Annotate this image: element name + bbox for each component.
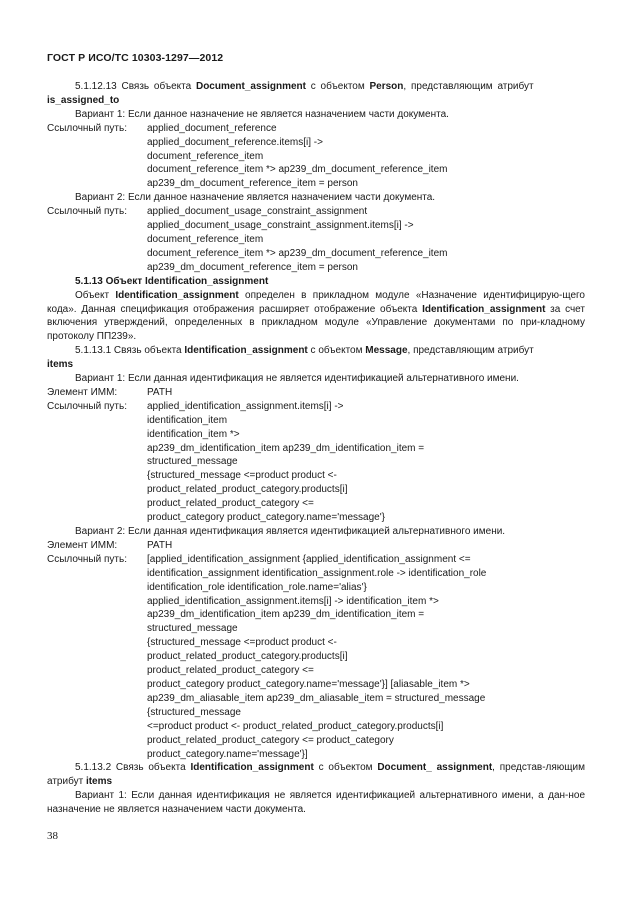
heading-text: , представ-ляющим атрибут bbox=[47, 762, 585, 788]
path-line: document_reference_item *> ap239_dm_document_reference_item bbox=[147, 164, 448, 176]
path-line: document_reference_item bbox=[147, 150, 264, 162]
entity-name: Identification_assignment bbox=[115, 289, 239, 301]
section-paragraph bbox=[47, 289, 585, 345]
attribute-name: is_assigned_to bbox=[47, 94, 120, 106]
variant-text: Вариант 1: Если данная идентификация не является идентификацией альтернативного имени. bbox=[75, 373, 519, 385]
path-line: {structured_message bbox=[147, 706, 241, 718]
path-line: applied_document_reference.items[i] -> bbox=[147, 136, 323, 148]
entity-name: Document_assignment bbox=[195, 81, 306, 92]
section-heading bbox=[47, 275, 585, 289]
entity-name: Identification_assignment bbox=[190, 762, 314, 774]
entity-name: Message bbox=[365, 345, 408, 357]
path-line: identification_assignment identification_assignment.role -> identification_role bbox=[147, 567, 487, 579]
attribute-name: items bbox=[47, 359, 74, 371]
path-line: {structured_message <=product product <- bbox=[147, 637, 337, 649]
reference-path-label: Ссылочный путь: bbox=[47, 206, 127, 218]
path-line: ap239_dm_identification_item ap239_dm_identification_item = bbox=[147, 609, 425, 621]
reference-path-label: Ссылочный путь: bbox=[47, 553, 127, 565]
entity-name: Identification_assignment bbox=[422, 303, 546, 315]
path-line: {structured_message <=product product <- bbox=[147, 470, 337, 482]
paragraph-text: за счет включения утверждений, определенных в прикладном модуле «Управление документами по при-кладному протоколу ПП239». bbox=[47, 303, 585, 343]
heading-text: , представляющим атрибут bbox=[403, 81, 534, 92]
page-content bbox=[47, 80, 585, 817]
heading-text: 5.1.12.13 Связь объекта bbox=[75, 81, 196, 92]
path-line: document_reference_item *> ap239_dm_document_reference_item bbox=[147, 247, 448, 259]
arm-element-label: Элемент ИММ: bbox=[47, 539, 118, 551]
path-line: <=product product <- product_related_product_category.products[i] bbox=[147, 720, 444, 732]
arm-element bbox=[47, 386, 585, 400]
heading-text: с объектом bbox=[313, 762, 378, 774]
section-heading bbox=[47, 344, 585, 372]
entity-name: Identification_assignment bbox=[184, 345, 308, 357]
arm-element-label: Элемент ИММ: bbox=[47, 386, 118, 398]
paragraph-text: Объект bbox=[75, 289, 116, 301]
section-heading bbox=[47, 80, 585, 108]
page-number: 38 bbox=[47, 830, 58, 842]
path-line: applied_document_reference bbox=[147, 122, 277, 134]
heading-text: 5.1.13.2 Связь объекта bbox=[75, 762, 191, 774]
path-line: identification_role identification_role.name='alias'} bbox=[147, 581, 367, 593]
reference-path bbox=[47, 205, 585, 219]
arm-element-value: PATH bbox=[147, 539, 173, 551]
path-line: product_category.name='message'}] bbox=[147, 748, 308, 760]
heading-text: с объектом bbox=[307, 345, 366, 357]
heading-number: 5.1.13 Объект bbox=[75, 275, 145, 287]
heading-text: с объектом bbox=[306, 81, 370, 92]
path-line: applied_document_usage_constraint_assignment.items[i] -> bbox=[147, 220, 414, 232]
path-line: product_related_product_category <= product_category bbox=[147, 734, 394, 746]
path-line: applied_document_usage_constraint_assignment bbox=[147, 206, 368, 218]
reference-path-label: Ссылочный путь: bbox=[47, 122, 127, 134]
path-line: structured_message bbox=[147, 623, 238, 635]
variant-text: Вариант 2: Если данное назначение является назначением части документа. bbox=[75, 192, 436, 204]
reference-path bbox=[47, 122, 585, 136]
path-line: structured_message bbox=[147, 456, 238, 468]
path-line: ap239_dm_identification_item ap239_dm_identification_item = bbox=[147, 442, 425, 454]
heading-text: , представляющим атрибут bbox=[407, 345, 534, 357]
path-line: product_category product_category.name='message'} bbox=[147, 512, 385, 524]
path-line: product_related_product_category.products[i] bbox=[147, 484, 348, 496]
path-line: applied_identification_assignment.items[i] -> identification_item *> bbox=[147, 595, 439, 607]
paragraph-text: определен в прикладном модуле «Назначение идентифицирую-щего кода». Данная спецификация отображения расширяет отображение объекта bbox=[47, 289, 585, 315]
path-line: applied_identification_assignment.items[i] -> bbox=[147, 400, 344, 412]
section-heading bbox=[47, 761, 585, 789]
path-line: [applied_identification_assignment {applied_identification_assignment <= bbox=[147, 553, 471, 565]
attribute-name: items bbox=[85, 776, 113, 788]
path-line: product_related_product_category.products[i] bbox=[147, 651, 348, 663]
reference-path bbox=[47, 400, 585, 414]
path-line: product_category product_category.name='message'}] [aliasable_item *> bbox=[147, 678, 470, 690]
arm-element-value: PATH bbox=[147, 386, 173, 398]
variant-text: Вариант 2: Если данная идентификация является идентификацией альтернативного имени. bbox=[75, 526, 506, 537]
path-line: product_related_product_category <= bbox=[147, 665, 314, 677]
entity-name: Identification_assignment bbox=[144, 275, 269, 287]
path-line: ap239_dm_document_reference_item = person bbox=[147, 261, 358, 273]
document-header: ГОСТ Р ИСО/ТС 10303-1297—2012 bbox=[47, 52, 224, 64]
path-line: ap239_dm_aliasable_item ap239_dm_aliasable_item = structured_message bbox=[147, 692, 486, 704]
path-line: document_reference_item bbox=[147, 233, 264, 245]
heading-text: 5.1.13.1 Связь объекта bbox=[75, 345, 185, 357]
path-line: identification_item bbox=[147, 414, 228, 426]
entity-name: Document_ assignment bbox=[377, 762, 493, 774]
reference-path bbox=[47, 553, 585, 567]
path-line: identification_item *> bbox=[147, 428, 240, 440]
variant-text: Вариант 1: Если данное назначение не является назначением части документа. bbox=[75, 108, 449, 120]
entity-name: Person bbox=[369, 81, 404, 92]
path-line: product_related_product_category <= bbox=[147, 498, 314, 510]
variant-text: Вариант 1: Если данная идентификация не является идентификацией альтернативного имени, а дан-ное назначение не является назначением части документа. bbox=[47, 790, 585, 816]
reference-path-label: Ссылочный путь: bbox=[47, 400, 127, 412]
path-line: ap239_dm_document_reference_item = person bbox=[147, 178, 358, 190]
arm-element bbox=[47, 539, 585, 553]
